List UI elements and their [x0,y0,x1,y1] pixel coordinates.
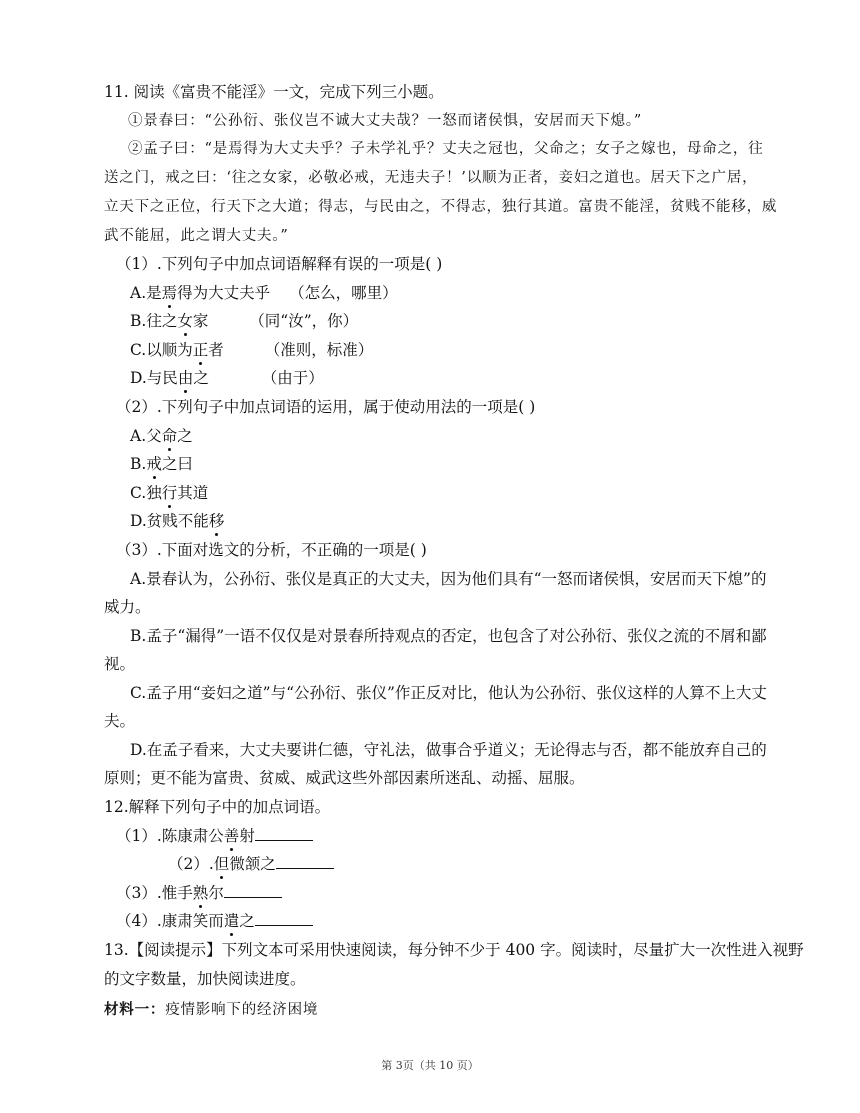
q11-sub2-option-b: B.戒之曰 [130,455,193,473]
q11-sub1-option-a: A.是焉得为大丈夫乎 （怎么，哪里） [130,284,398,302]
q12-heading: 12.解释下列句子中的加点词语。 [104,798,331,816]
q12-item-4: （4）.康肃笑而遣之 [116,911,313,931]
dotted-word: 但 [213,855,230,873]
dotted-word: 熟 [192,884,209,902]
dotted-word: 戒 [146,455,162,473]
q11-sub2-option-d: D.贫贱不能移 [130,512,225,530]
gloss: （同“汝”，你） [249,312,359,330]
q13-intro-line-1: 13.【阅读提示】下列文本可采用快速阅读，每分钟不少于 400 字。阅读时，尽量扩大一次性进入视野 [104,941,804,959]
dotted-word: 行 [161,484,178,502]
q11-sub3-option-a-line-1: A.景春认为，公孙衍、张仪是真正的大丈夫，因为他们具有“一怒而诸侯惧，安居而天下熄”的 [130,570,767,588]
dotted-word: 正 [192,341,209,359]
q11-sub3-option-a-line-2: 威力。 [104,598,151,616]
q12-item-2: （2）.但微颔之 [168,854,334,874]
q11-heading: 11. 阅读《富贵不能淫》一文，完成下列三小题。 [104,83,444,101]
q11-sub2-stem: （2）.下列句子中加点词语的运用，属于使动用法的一项是( ) [116,398,536,416]
q11-passage-2-line-2: 送之门，戒之曰：‘往之女家，必敬必戒，无违夫子！’以顺为正者，妾妇之道也。居天下之广居， [104,170,758,186]
page-footer: 第 3页（共 10 页） [381,1059,479,1072]
q11-sub1-option-b: B.往之女家 （同“汝”，你） [130,312,359,330]
dotted-word: 遣 [223,912,240,930]
q11-passage-1: ①景春曰：“公孙衍、张仪岂不诚大丈夫哉？一怒而诸侯惧，安居而天下熄。” [128,113,643,129]
material-title: 疫情影响下的经济困境 [165,1002,319,1018]
q11-sub3-stem: （3）.下面对选文的分析，不正确的一项是( ) [116,541,427,559]
gloss: （准则，标准） [264,341,374,359]
q11-sub3-option-b-line-2: 视。 [104,655,136,673]
q11-sub3-option-d-line-1: D.在孟子看来，大丈夫要讲仁德，守礼法，做事合乎道义；无论得志与否，都不能放弃自己的 [130,741,767,759]
q11-passage-2-line-1: ②孟子曰：“是焉得为大丈夫乎？子未学礼乎？丈夫之冠也，父命之；女子之嫁也，母命之，往 [128,141,764,157]
q12-item-1: （1）.陈康肃公善射 [116,826,313,846]
dotted-word: 由 [177,369,194,387]
q11-sub2-option-a: A.父命之 [130,427,193,445]
q11-passage-2-line-3: 立天下之正位，行天下之大道；得志，与民由之，不得志，独行其道。富贵不能淫，贫贱不能移，威 [104,199,778,215]
q11-sub1-option-c: C.以顺为正者 （准则，标准） [130,341,374,359]
answer-blank[interactable] [255,911,313,926]
dotted-word: 女 [177,312,193,330]
material-label: 材料一： [104,1001,166,1018]
dotted-word: 命 [161,427,178,445]
answer-blank[interactable] [255,826,313,841]
answer-blank[interactable] [276,854,334,869]
gloss: （由于） [261,369,324,387]
answer-blank[interactable] [224,883,282,898]
dotted-word: 焉 [161,284,178,302]
dotted-word: 善 [223,827,240,845]
q13-intro-line-2: 的文字数量，加快阅读进度。 [104,970,306,988]
q11-sub3-option-b-line-1: B.孟子“漏得”一语不仅仅是对景春所持观点的否定，也包含了对公孙衍、张仪之流的不屑和鄙 [130,627,767,645]
gloss: （怎么，哪里） [289,284,398,302]
q11-passage-2-line-4: 武不能屈，此之谓大丈夫。” [104,228,289,244]
dotted-word: 移 [208,512,225,530]
q12-item-3: （3）.惟手熟尔 [116,883,282,903]
q11-sub3-option-d-line-2: 原则；更不能为富贵、贫威、威武这些外部因素所迷乱、动摇、屈服。 [104,769,585,787]
q11-sub1-stem: （1）.下列句子中加点词语解释有误的一项是( ) [116,255,443,273]
q11-sub2-option-c: C.独行其道 [130,484,209,502]
q11-sub3-option-c-line-2: 夫。 [104,712,136,730]
q13-material-heading [104,1000,318,1020]
q11-sub3-option-c-line-1: C.孟子用“妾妇之道”与“公孙衍、张仪”作正反对比，他认为公孙衍、张仪这样的人算不上大丈 [130,684,767,702]
q11-sub1-option-d: D.与民由之 （由于） [130,369,324,387]
